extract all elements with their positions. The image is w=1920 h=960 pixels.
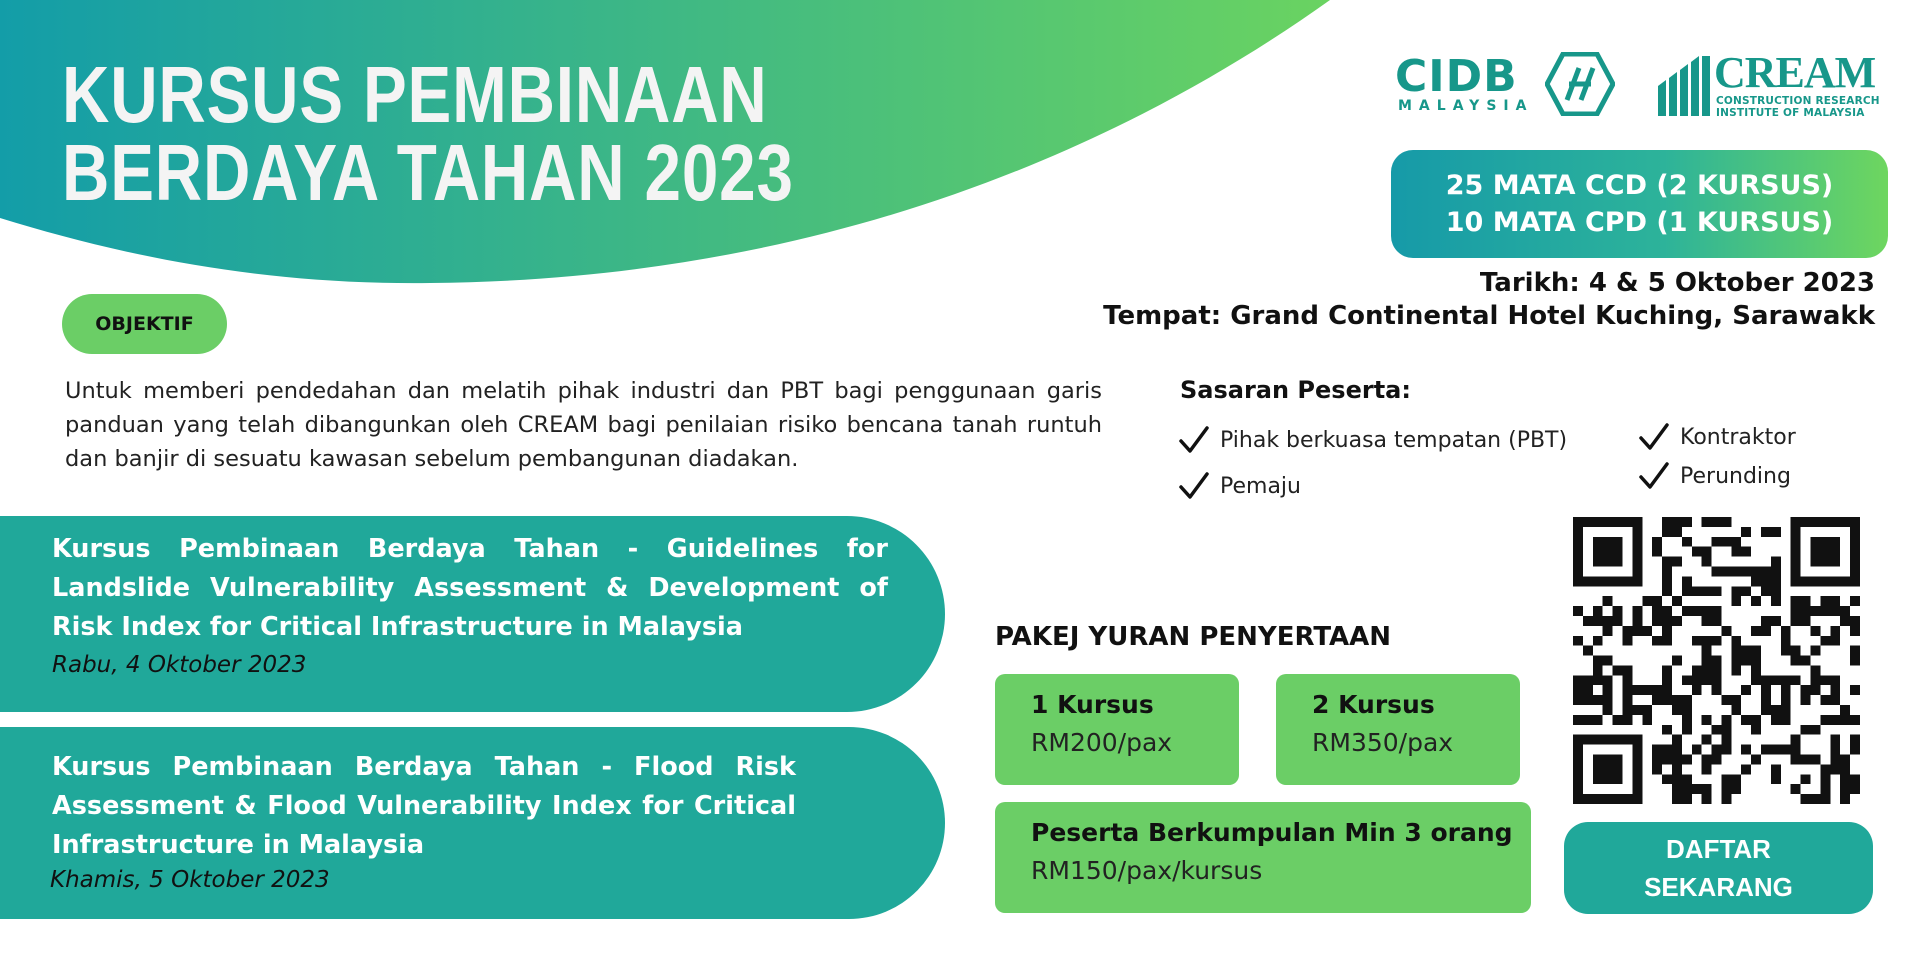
fee-price: RM350/pax [1312, 728, 1454, 757]
qr-code-icon[interactable] [1573, 517, 1860, 804]
objective-label: OBJEKTIF [62, 294, 227, 354]
participant-item [1178, 424, 1567, 456]
participant-item [1638, 421, 1796, 453]
cidb-wordmark: CIDB [1395, 51, 1518, 102]
page-title: KURSUS PEMBINAAN BERDAYA TAHAN 2023 [62, 50, 794, 217]
check-icon [1178, 470, 1210, 502]
course-card-flood [0, 727, 945, 919]
fee-package-2-courses [1276, 674, 1520, 785]
cream-logo [1658, 48, 1890, 122]
participant-label: Pemaju [1220, 473, 1301, 499]
fee-package-1-course [995, 674, 1239, 785]
participant-label: Perunding [1680, 463, 1791, 489]
event-date: Tarikh: 4 & 5 Oktober 2023 [1479, 268, 1875, 298]
course-date: Rabu, 4 Oktober 2023 [52, 652, 307, 678]
register-label-line2: SEKARANG [1644, 872, 1793, 902]
participant-label: Kontraktor [1680, 424, 1796, 450]
fee-price: RM150/pax/kursus [1031, 856, 1263, 885]
event-venue: Tempat: Grand Continental Hotel Kuching, Sarawakk [1103, 301, 1875, 331]
cream-subtitle-line1: CONSTRUCTION RESEARCH [1716, 95, 1880, 107]
cream-subtitle-line2: INSTITUTE OF MALAYSIA [1716, 107, 1865, 119]
check-icon [1178, 424, 1210, 456]
course-card-landslide [0, 516, 945, 712]
fee-package-group [995, 802, 1531, 913]
check-icon [1638, 460, 1670, 492]
check-icon [1638, 421, 1670, 453]
cidb-logo [1395, 52, 1615, 122]
cpd-points: 10 MATA CPD (1 KURSUS) [1445, 207, 1834, 238]
fee-label: 2 Kursus [1312, 690, 1435, 719]
participant-item [1638, 460, 1791, 492]
participant-label: Pihak berkuasa tempatan (PBT) [1220, 427, 1568, 453]
fee-label: 1 Kursus [1031, 690, 1154, 719]
points-badge [1391, 150, 1888, 258]
objective-text: Untuk memberi pendedahan dan melatih pihak industri dan PBT bagi penggunaan garis panduan yang telah dibangunkan oleh CREAM bagi penilaian risiko bencana tanah runtuh dan banjir di sesuatu kawasan sebelum pembangunan diadakan. [65, 378, 1102, 472]
participants-title: Sasaran Peserta: [1180, 376, 1411, 404]
ccd-points: 25 MATA CCD (2 KURSUS) [1445, 170, 1834, 201]
fees-title: PAKEJ YURAN PENYERTAAN [995, 622, 1392, 652]
cidb-hexagon-icon [1545, 52, 1615, 116]
course-title: Kursus Pembinaan Berdaya Tahan - Guidelines for Landslide Vulnerability Assessment & Development of Risk Index for Critical Infrastructure in Malaysia [52, 534, 888, 642]
cream-bars-icon [1658, 56, 1714, 116]
participant-item [1178, 470, 1301, 502]
fee-label: Peserta Berkumpulan Min 3 orang [1031, 818, 1513, 847]
cidb-subtitle: MALAYSIA [1398, 98, 1534, 114]
register-label-line1: DAFTAR [1666, 834, 1771, 864]
course-date: Khamis, 5 Oktober 2023 [50, 867, 330, 893]
fee-price: RM200/pax [1031, 728, 1173, 757]
register-button[interactable] [1564, 822, 1873, 914]
cream-wordmark: CREAM [1714, 48, 1876, 97]
course-title: Kursus Pembinaan Berdaya Tahan - Flood Risk Assessment & Flood Vulnerability Index for Critical Infrastructure in Malaysia [52, 752, 796, 860]
